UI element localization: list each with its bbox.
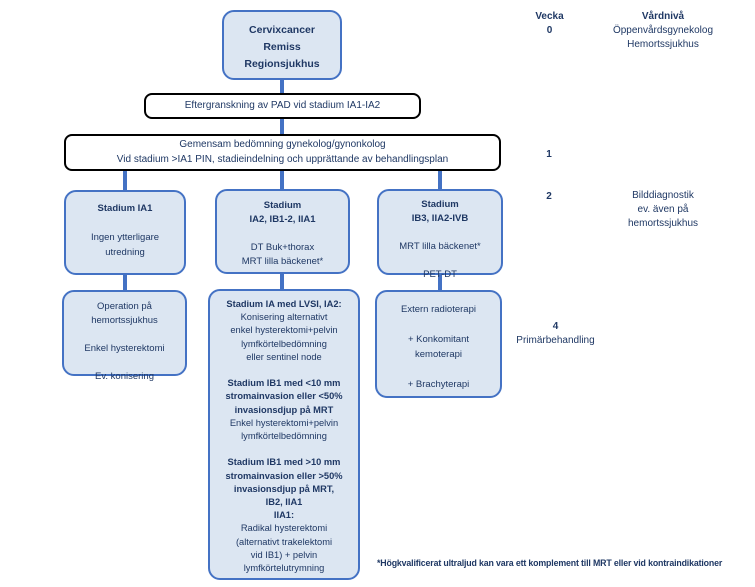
text-line: Remiss — [263, 40, 301, 53]
text-line: Stadium — [421, 199, 459, 210]
text-line: Enkel hysterektomi — [84, 343, 165, 354]
text-line: IB3, IIA2-IVB — [411, 213, 469, 224]
connector-line — [280, 273, 284, 290]
text-line: DT Buk+thorax — [250, 242, 315, 253]
text-line — [380, 317, 497, 332]
text-line — [382, 254, 498, 268]
connector-line — [123, 170, 127, 190]
text-line: Ingen ytterligare — [90, 232, 160, 243]
stage-ia1-box — [64, 190, 186, 275]
text-line: Cervixcancer — [249, 23, 315, 36]
pad-review-text: Eftergranskning av PAD vid stadium IA1-IA2 — [184, 99, 381, 111]
connector-line — [280, 80, 284, 93]
text-line: Gemensam bedömning gynekolog/gynonkolog — [179, 139, 386, 150]
pad-review-box — [144, 93, 421, 119]
text-line: invasionsdjup på MRT — [234, 404, 334, 415]
text-line: + Brachyterapi — [407, 379, 470, 390]
week-1-label: 1 — [546, 149, 552, 160]
text-line — [380, 362, 497, 377]
text-line: Stadium IB1 med <10 mm — [227, 378, 341, 389]
text-line: eller sentinel node — [246, 351, 322, 362]
joint-assessment-box — [64, 134, 501, 171]
text-line — [220, 227, 345, 241]
text-line: lymfkörtelbedömning — [241, 431, 327, 442]
text-line: utredning — [105, 246, 145, 258]
text-line: kemoterapi — [415, 349, 462, 360]
text-line: Stadium — [263, 200, 302, 211]
text-line: IA2, IB1-2, IIA1 — [249, 214, 316, 225]
text-line: Hemortssjukhus — [627, 39, 699, 50]
text-line: vid IB1) + pelvin — [250, 549, 318, 560]
text-line: invasionsdjup på MRT, — [233, 483, 335, 494]
text-line: Ev. konisering — [95, 371, 154, 382]
text-line — [67, 356, 182, 370]
text-line: Regionsjukhus — [244, 57, 320, 70]
text-line: Öppenvårdsgynekolog — [612, 25, 714, 36]
week-0-label: 0 — [546, 25, 553, 36]
text-line: Stadium IA1 — [97, 203, 153, 214]
text-line: (alternativt trakelektomi — [235, 536, 333, 547]
text-line: Enkel hysterektomi+pelvin — [229, 417, 339, 428]
text-line: MRT lilla bäckenet* — [241, 256, 324, 267]
text-line: Stadium IA med LVSI, IA2: — [226, 299, 342, 309]
text-line — [69, 217, 181, 232]
text-line — [213, 364, 355, 377]
text-line: Stadium IB1 med >10 mm — [227, 457, 341, 468]
primary-treatment-label: Primärbehandling — [516, 335, 595, 346]
text-line: stromainvasion eller <50% — [225, 391, 343, 402]
week-column-header — [527, 10, 572, 38]
text-line: Radikal hysterektomi — [240, 523, 328, 534]
care-level-header — [597, 10, 729, 52]
text-line — [67, 328, 182, 342]
start-box-cervixcancer — [222, 10, 342, 80]
text-line: Operation på — [97, 301, 152, 312]
surgery-detail-box — [208, 289, 360, 580]
text-line: Vårdnivå — [641, 11, 685, 22]
connector-line — [280, 170, 284, 190]
connector-line — [123, 274, 127, 290]
text-line: Vid stadium >IA1 PIN, stadieindelning och upprättande av behandlingsplan — [116, 153, 449, 165]
text-line: ev. även på — [637, 204, 689, 215]
week-4-label: 4 — [552, 321, 559, 332]
text-line: Bilddiagnostik — [632, 190, 694, 201]
text-line: PET-DT — [423, 269, 457, 280]
text-line: enkel hysterektomi+pelvin — [230, 325, 338, 336]
footnote-text: *Högkvalificerat ultraljud kan vara ett komplement till MRT eller vid kontraindikationer — [377, 558, 723, 568]
text-line: hemortssjukhus — [627, 218, 699, 229]
text-line: hemortssjukhus — [91, 315, 158, 326]
text-line: lymfkörtelutrymning — [243, 563, 325, 574]
week-header-label: Vecka — [535, 11, 564, 22]
radiotherapy-box — [375, 290, 502, 398]
text-line: Konisering alternativt — [240, 312, 328, 323]
text-line — [213, 443, 355, 456]
stage-ia2-ib1-2-iia1-box — [215, 189, 350, 274]
stage-ib3-iia2-ivb-box — [377, 189, 503, 280]
text-line: MRT lilla bäckenet* — [399, 241, 481, 252]
imaging-note — [600, 189, 726, 231]
text-line: Extern radioterapi — [401, 304, 476, 315]
connector-line — [438, 170, 442, 190]
text-line: IB2, IIA1 — [265, 497, 303, 508]
connector-line — [280, 118, 284, 135]
text-line: lymfkörtelbedömning — [241, 338, 327, 349]
text-line: stromainvasion eller >50% — [225, 470, 343, 481]
week-2-label: 2 — [546, 191, 552, 202]
text-line — [382, 226, 498, 240]
operation-hemortssjukhus-box — [62, 290, 187, 382]
text-line: + Konkomitant — [408, 334, 469, 345]
week-4-block — [503, 320, 608, 348]
text-line: IIA1: — [273, 510, 295, 521]
